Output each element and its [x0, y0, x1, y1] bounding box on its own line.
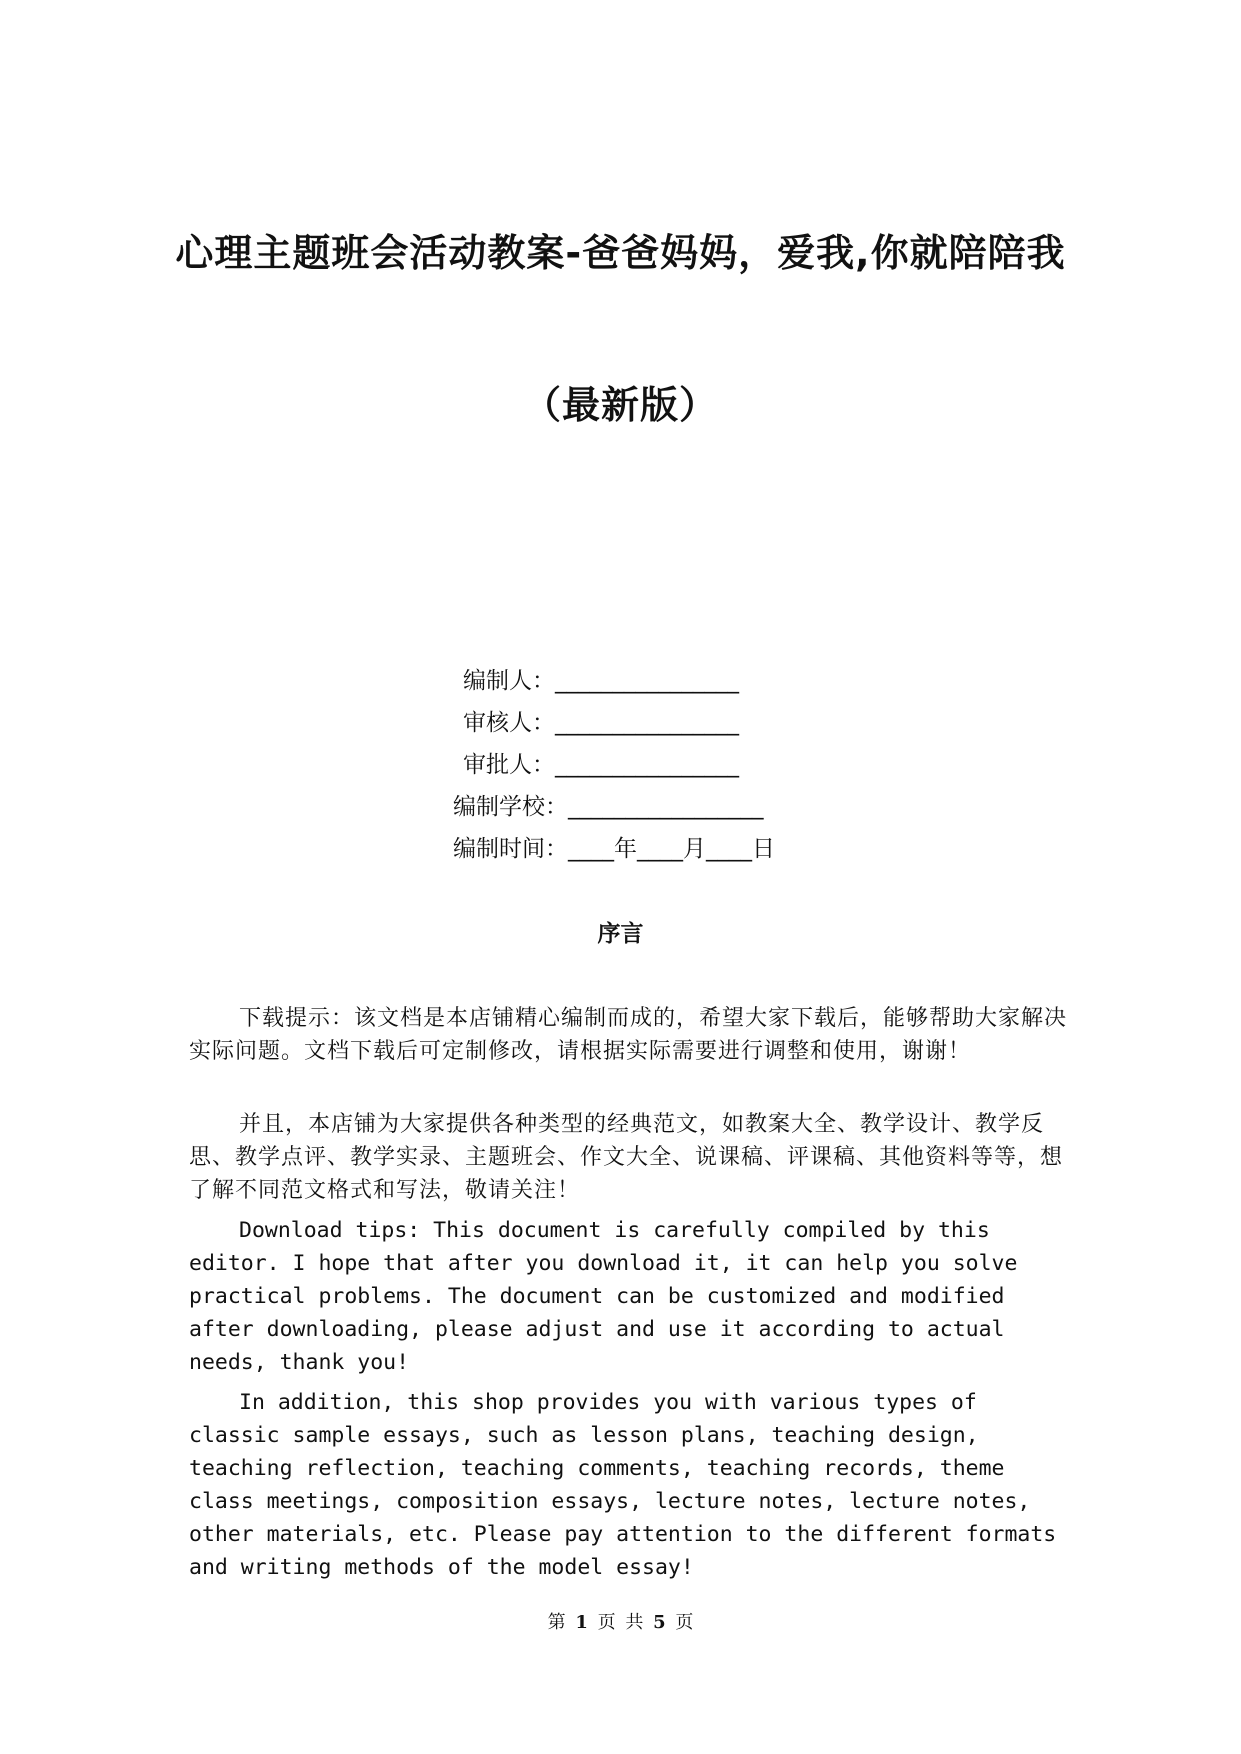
info-row-compiler: [0, 660, 1241, 702]
preface-heading: 序言: [597, 921, 644, 947]
info-label: 审批人：: [463, 752, 555, 778]
info-label: 编制人：: [463, 668, 555, 694]
document-subtitle: （最新版）: [522, 383, 718, 427]
info-blank: _________________: [568, 794, 764, 820]
info-blank: ________________: [555, 752, 739, 778]
footer-suffix: 页: [675, 1612, 694, 1633]
page-footer: [0, 1608, 1241, 1634]
info-label: 编制时间：: [453, 836, 568, 862]
paragraph-shop-info-cn: 并且，本店铺为大家提供各种类型的经典范文，如教案大全、教学设计、教学反思、教学点评、教学实录、主题班会、作文大全、说课稿、评课稿、其他资料等等，想了解不同范文格式和写法，敬请关注！: [189, 1112, 1064, 1203]
info-label: 审核人：: [463, 710, 555, 736]
info-row-reviewer: [0, 702, 1241, 744]
paragraph-download-tip-cn: 下载提示：该文档是本店铺精心编制而成的，希望大家下载后，能够帮助大家解决实际问题。文档下载后可定制修改，请根据实际需要进行调整和使用，谢谢！: [189, 1006, 1068, 1064]
paragraph-shop-info-en: In addition, this shop provides you with various types of classic sample essays, such as lesson plans, teaching design, teaching reflection, teaching comments, teaching records, theme class meetings, composition essays, lecture notes, lecture notes, other materials, etc. Please pay attention to the different formats and writing methods of the model essay!: [189, 1390, 1057, 1580]
info-fields: [0, 660, 1241, 870]
info-blank: ________________: [555, 710, 739, 736]
footer-middle: 页 共: [597, 1612, 644, 1633]
document-title: 心理主题班会活动教案-爸爸妈妈，爱我,你就陪陪我: [175, 231, 1066, 275]
info-row-school: [0, 786, 1241, 828]
current-page-number: 1: [575, 1612, 588, 1633]
info-label: 编制学校：: [453, 794, 568, 820]
total-page-number: 5: [653, 1612, 666, 1633]
footer-prefix: 第: [547, 1612, 566, 1633]
info-row-approver: [0, 744, 1241, 786]
info-row-date: [0, 828, 1241, 870]
info-blank: ____年____月____日: [568, 836, 775, 862]
paragraph-download-tip-en: Download tips: This document is carefully compiled by this editor. I hope that after you download it, it can help you solve practical problems. The document can be customized and modified after downloading, please adjust and use it according to actual needs, thank you!: [189, 1218, 1018, 1375]
info-blank: ________________: [555, 668, 739, 694]
